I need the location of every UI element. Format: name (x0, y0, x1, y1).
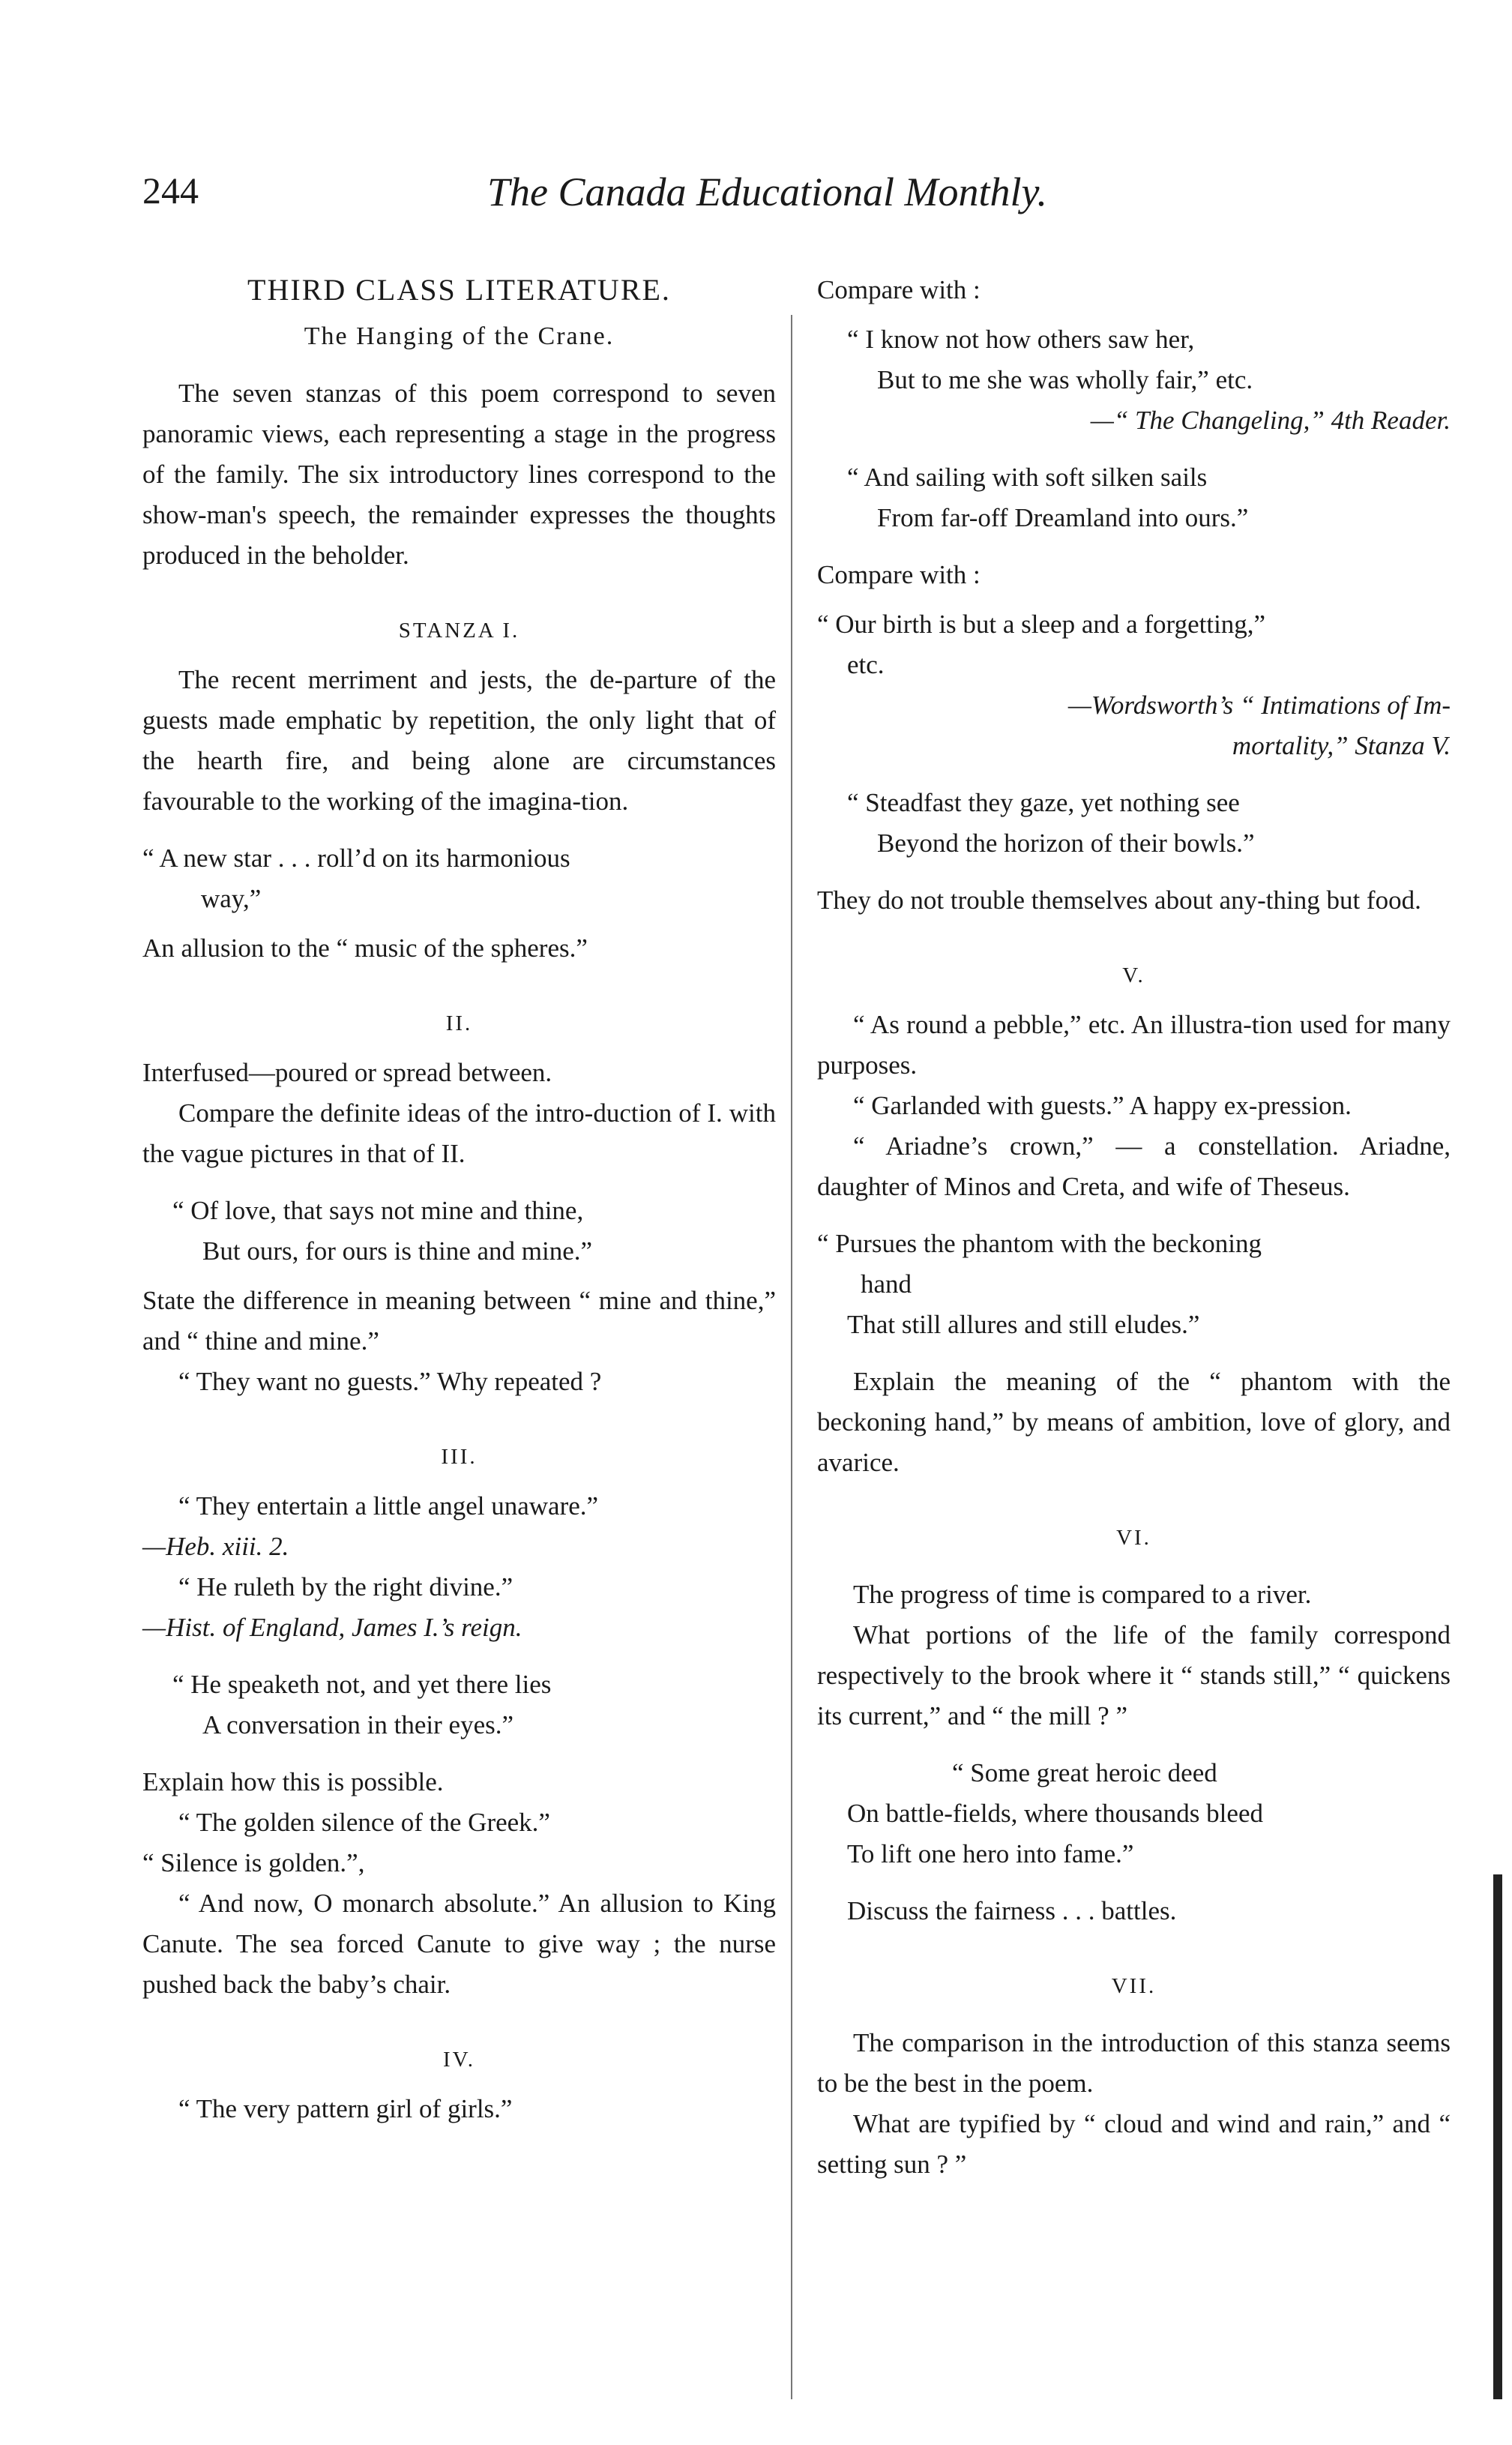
stanza-6-verse-line-3: To lift one hero into fame.” (847, 1839, 1134, 1868)
running-title: The Canada Educational Monthly. (487, 169, 1047, 214)
page-number: 244 (142, 169, 199, 211)
compare-label-2: Compare with : (817, 560, 981, 589)
stanza-3-quote-2: “ He ruleth by the right divine.” (178, 1572, 513, 1602)
stanza-7-heading: VII. (1111, 1974, 1157, 1998)
stanza-1-allusion: An allusion to the “ music of the spheres.” (142, 933, 588, 963)
compare-label-1: Compare with : (817, 275, 981, 304)
stanza-2-quote-line-1: “ Of love, that says not mine and thine, (172, 1196, 584, 1225)
stanza-3-verse-line-2: A conversation in their eyes.” (202, 1710, 514, 1739)
compare-1-quote-line-3: “ And sailing with soft silken sails (847, 463, 1208, 492)
compare-2-source-line-2: mortality,” Stanza V. (1232, 731, 1451, 760)
stanza-3-quote-1-source: —Heb. xiii. 2. (142, 1532, 289, 1561)
stanza-4-quote: “ The very pattern girl of girls.” (178, 2094, 513, 2123)
stanza-3-explain: Explain how this is possible. (142, 1767, 444, 1796)
stanza-1-text: The recent merriment and jests, the de-parture of the guests made emphatic by repetition, the only light that of the hearth fire, and being alone are circumstances favourable to the working of the imagina-tion. (142, 665, 776, 816)
stanza-5-garlanded: “ Garlanded with guests.” A happy ex-pression. (853, 1091, 1352, 1120)
stanza-1-quote-line-2: way,” (201, 884, 262, 913)
column-rule (791, 315, 792, 2399)
stanza-5-ariadne: “ Ariadne’s crown,” — a constellation. Ariadne, daughter of Minos and Creta, and wife of Theseus. (817, 1131, 1451, 1201)
stanza-2-compare: Compare the definite ideas of the intro-duction of I. with the vague pictures in that of II. (142, 1098, 776, 1168)
stanza-6-discuss: Discuss the fairness . . . battles. (847, 1896, 1177, 1925)
stanza-6-heading: VI. (1116, 1526, 1151, 1550)
stanza-6-verse-line-2: On battle-fields, where thousands bleed (847, 1799, 1263, 1828)
compare-2-quote-etc: etc. (847, 650, 885, 679)
stanza-4-heading: IV. (442, 2048, 476, 2072)
scan-edge-mark (1493, 1874, 1502, 2399)
compare-2-note: They do not trouble themselves about any-thing but food. (817, 885, 1421, 915)
stanza-1-heading: STANZA I. (398, 619, 520, 643)
intro-paragraph: The seven stanzas of this poem correspond to seven panoramic views, each representing a stage in the progress of the family. The six introductory lines correspond to the show-man's speech, the remainder expresses the thoughts produced in the beholder. (142, 379, 776, 570)
stanza-3-canute: “ And now, O monarch absolute.” An allusion to King Canute. The sea forced Canute to give way ; the nurse pushed back the baby’s chair. (142, 1889, 776, 1999)
stanza-3-quote-2-source: —Hist. of England, James I.’s reign. (142, 1613, 522, 1642)
stanza-5-pebble: “ As round a pebble,” etc. An illustra-tion used for many purposes. (817, 1010, 1451, 1080)
stanza-6-river: The progress of time is compared to a river. (853, 1580, 1312, 1609)
stanza-3-quote-1: “ They entertain a little angel unaware.” (178, 1491, 599, 1521)
compare-1-quote-line-1: “ I know not how others saw her, (847, 325, 1195, 354)
poem-title: The Hanging of the Crane. (304, 322, 615, 350)
stanza-7-question: What are typified by “ cloud and wind and rain,” and “ setting sun ? ” (817, 2109, 1451, 2179)
stanza-6-question: What portions of the life of the family correspond respectively to the brook where it “ stands still,” “ quickens its current,” and “ the mill ? ” (817, 1620, 1451, 1730)
stanza-2-definition: Interfused—poured or spread between. (142, 1058, 552, 1087)
stanza-3-verse-line-1: “ He speaketh not, and yet there lies (172, 1670, 552, 1699)
right-column (817, 270, 1451, 2185)
left-column (142, 270, 776, 2129)
stanza-2-question-2: “ They want no guests.” Why repeated ? (178, 1367, 602, 1396)
compare-1-quote-line-2: But to me she was wholly fair,” etc. (877, 365, 1253, 394)
compare-1-source: —“ The Changeling,” 4th Reader. (1090, 406, 1451, 435)
stanza-5-quote-line-2: That still allures and still eludes.” (847, 1310, 1200, 1339)
stanza-2-quote-line-2: But ours, for ours is thine and mine.” (202, 1236, 593, 1266)
compare-1-quote-line-4: From far-off Dreamland into ours.” (877, 503, 1249, 532)
stanza-3-silence-is-golden: “ Silence is golden.”, (142, 1848, 365, 1877)
stanza-3-heading: III. (441, 1445, 478, 1469)
stanza-2-heading: II. (445, 1011, 473, 1035)
stanza-6-verse-line-1: “ Some great heroic deed (952, 1758, 1217, 1787)
stanza-5-quote-hand: hand (861, 1269, 912, 1299)
compare-2-quote-line-3: Beyond the horizon of their bowls.” (877, 828, 1255, 858)
stanza-5-heading: V. (1122, 963, 1145, 987)
stanza-3-golden-silence: “ The golden silence of the Greek.” (178, 1808, 550, 1837)
page-header (142, 169, 1139, 229)
compare-2-quote-line-1: “ Our birth is but a sleep and a forgetting,” (817, 610, 1266, 639)
section-heading: THIRD CLASS LITERATURE. (247, 273, 671, 307)
compare-2-quote-line-2: “ Steadfast they gaze, yet nothing see (847, 788, 1240, 817)
stanza-5-quote-line-1: “ Pursues the phantom with the beckoning (817, 1229, 1262, 1258)
compare-2-source-line-1: —Wordsworth’s “ Intimations of Im- (1067, 691, 1451, 720)
stanza-2-question: State the difference in meaning between “ mine and thine,” and “ thine and mine.” (142, 1286, 776, 1356)
stanza-7-comparison: The comparison in the introduction of this stanza seems to be the best in the poem. (817, 2028, 1451, 2098)
stanza-5-explain: Explain the meaning of the “ phantom with the beckoning hand,” by means of ambition, love of glory, and avarice. (817, 1367, 1451, 1477)
stanza-1-quote-line-1: “ A new star . . . roll’d on its harmonious (142, 843, 570, 873)
